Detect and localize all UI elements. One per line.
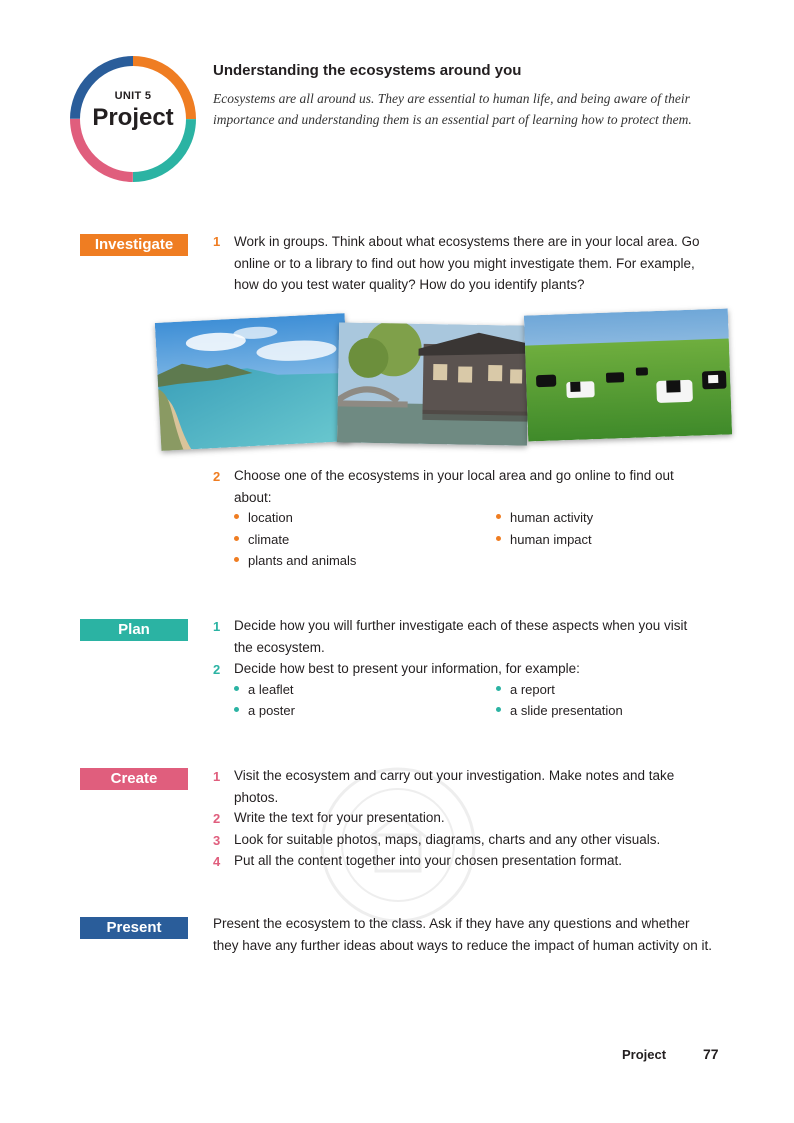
step-text: Look for suitable photos, maps, diagrams, charts and any other visuals. <box>234 832 661 847</box>
step-text: Work in groups. Think about what ecosystems there are in your local area. Go online or to a library to find out how you might investigate them. For example, how do you test water quality? How do you identify plants? <box>234 234 700 292</box>
step-text: Visit the ecosystem and carry out your investigation. Make notes and take photos. <box>234 768 675 805</box>
list-item: plants and animals <box>234 551 356 571</box>
step-text: Choose one of the ecosystems in your local area and go online to find out about: <box>234 468 674 505</box>
bullet-icon <box>234 686 239 691</box>
bullet-icon <box>234 514 239 519</box>
step-number: 1 <box>213 769 221 784</box>
step-number: 4 <box>213 854 221 869</box>
bullet-icon <box>496 707 501 712</box>
intro-paragraph: Ecosystems are all around us. They are essential to human life, and being aware of their importance and understanding them is an essential part of learning how to protect them. <box>213 91 692 127</box>
list-item: a poster <box>234 701 295 721</box>
list-item: human impact <box>496 530 592 550</box>
step-text: Decide how best to present your information, for example: <box>234 661 580 676</box>
list-item: a report <box>496 680 555 700</box>
section-label-create: Create <box>80 768 188 790</box>
section-label-present: Present <box>80 917 188 939</box>
unit-title: Project <box>92 104 174 131</box>
bullet-icon <box>496 536 501 541</box>
bullet-icon <box>496 514 501 519</box>
page-title: Understanding the ecosystems around you <box>213 62 522 79</box>
step-number: 2 <box>213 662 221 677</box>
bullet-icon <box>234 707 239 712</box>
list-item: location <box>234 508 293 528</box>
footer-section-name: Project <box>622 1047 667 1062</box>
step-number: 2 <box>213 469 221 484</box>
water-town-photo <box>337 322 529 445</box>
grassland-cows-photo <box>524 308 732 441</box>
bullet-icon <box>234 536 239 541</box>
step-text: Put all the content together into your chosen presentation format. <box>234 853 622 868</box>
section-label-investigate: Investigate <box>80 234 188 256</box>
present-paragraph: Present the ecosystem to the class. Ask if they have any questions and whether they have any further ideas about ways to reduce the impact of human activity on it. <box>213 916 713 953</box>
step-number: 2 <box>213 811 221 826</box>
step-text: Write the text for your presentation. <box>234 810 445 825</box>
section-label-plan: Plan <box>80 619 188 641</box>
step-number: 3 <box>213 833 221 848</box>
list-item: human activity <box>496 508 593 528</box>
unit-number: UNIT 5 <box>114 90 152 102</box>
step-number: 1 <box>213 234 221 249</box>
page-number: 77 <box>703 1046 719 1062</box>
step-text: Decide how you will further investigate each of these aspects when you visit the ecosystem. <box>234 618 688 655</box>
coastline-photo <box>155 313 351 451</box>
step-number: 1 <box>213 619 221 634</box>
list-item: climate <box>234 530 289 550</box>
bullet-icon <box>234 557 239 562</box>
list-item: a slide presentation <box>496 701 623 721</box>
bullet-icon <box>496 686 501 691</box>
list-item: a leaflet <box>234 680 294 700</box>
